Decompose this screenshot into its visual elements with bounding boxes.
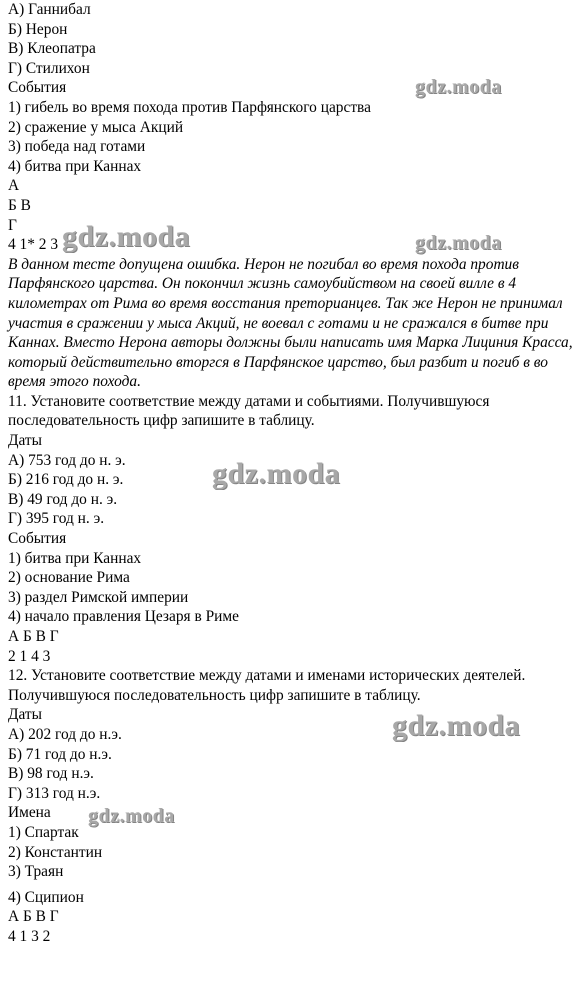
task-12-prompt: 12. Установите соответствие между датами и именами исторических деятелей. Получившуюся последовательность цифр запишите в таблицу. <box>8 667 526 704</box>
event-11-1: 1) битва при Каннах <box>8 549 142 567</box>
watermark-logo: gdz.moda <box>392 709 521 742</box>
answer-header-12: А Б В Г <box>8 908 59 926</box>
event-11-2: 2) основание Рима <box>8 569 130 587</box>
date-11-b: Б) 216 год до н. э. <box>8 471 124 489</box>
date-11-g: Г) 395 год н. э. <box>8 510 105 528</box>
option-v-cleopatra: В) Клеопатра <box>8 40 96 58</box>
event-11-4: 4) начало правления Цезаря в Риме <box>8 608 239 626</box>
name-12-1: 1) Спартак <box>8 823 79 841</box>
watermark-logo: gdz.moda <box>415 76 502 98</box>
event-4: 4) битва при Каннах <box>8 157 142 175</box>
watermark-logo: gdz.moda <box>88 805 175 827</box>
option-a-hannibal: А) Ганнибал <box>8 1 91 18</box>
dates-heading-11: Даты <box>8 432 42 450</box>
answer-header-g: Г <box>8 216 17 234</box>
watermark-logo: gdz.moda <box>212 457 341 490</box>
events-heading: События <box>8 79 67 97</box>
option-b-nero: Б) Нерон <box>8 20 68 38</box>
name-12-2: 2) Константин <box>8 843 103 861</box>
name-12-4: 4) Сципион <box>8 888 84 906</box>
event-2: 2) сражение у мыса Акций <box>8 118 184 136</box>
watermark-logo: gdz.moda <box>415 232 502 254</box>
date-12-a: А) 202 год до н.э. <box>8 725 122 743</box>
answer-header-11: А Б В Г <box>8 628 59 645</box>
dates-heading-12: Даты <box>8 706 42 724</box>
date-12-g: Г) 313 год н.э. <box>8 784 101 802</box>
date-12-b: Б) 71 год до н.э. <box>8 745 112 763</box>
error-note: В данном тесте допущена ошибка. Нерон не погибал во время похода против Парфянского царства. Он покончил жизнь самоубийством на своей вилле в 4 километрах от Рима во время восстания преторианцев. Так же Нерон не принимал участия в сражении у мыса Акций, не воевал с готами и не сражался в битве при Каннах. Вместо Нерона авторы должны были написать имя Марка Лициния Красса, который действительно вторгся в Парфянское царство, был разбит и погиб в во время этого похода. <box>8 255 573 391</box>
document-page <box>8 0 582 947</box>
date-12-v: В) 98 год н.э. <box>8 765 94 783</box>
answer-header-bv: Б В <box>8 196 31 214</box>
event-1: 1) гибель во время похода против Парфянского царства <box>8 98 371 116</box>
answer-header-a: А <box>8 177 20 195</box>
answer-row-10: 4 1* 2 3 <box>8 236 59 254</box>
watermark-logo: gdz.moda <box>62 220 191 253</box>
event-3: 3) победа над готами <box>8 138 146 156</box>
task-11-prompt: 11. Установите соответствие между датами и событиями. Получившуюся последовательность цифр запишите в таблицу. <box>8 392 490 430</box>
event-11-3: 3) раздел Римской империи <box>8 588 189 606</box>
answer-row-11: 2 1 4 3 <box>8 647 51 665</box>
names-heading-12: Имена <box>8 804 51 822</box>
answer-row-12: 4 1 3 2 <box>8 927 51 945</box>
date-11-a: А) 753 год до н. э. <box>8 451 126 469</box>
date-11-v: В) 49 год до н. э. <box>8 490 118 508</box>
option-g-stilicho: Г) Стилихон <box>8 59 90 77</box>
events-heading-11: События <box>8 530 67 548</box>
name-12-3: 3) Траян <box>8 863 64 881</box>
